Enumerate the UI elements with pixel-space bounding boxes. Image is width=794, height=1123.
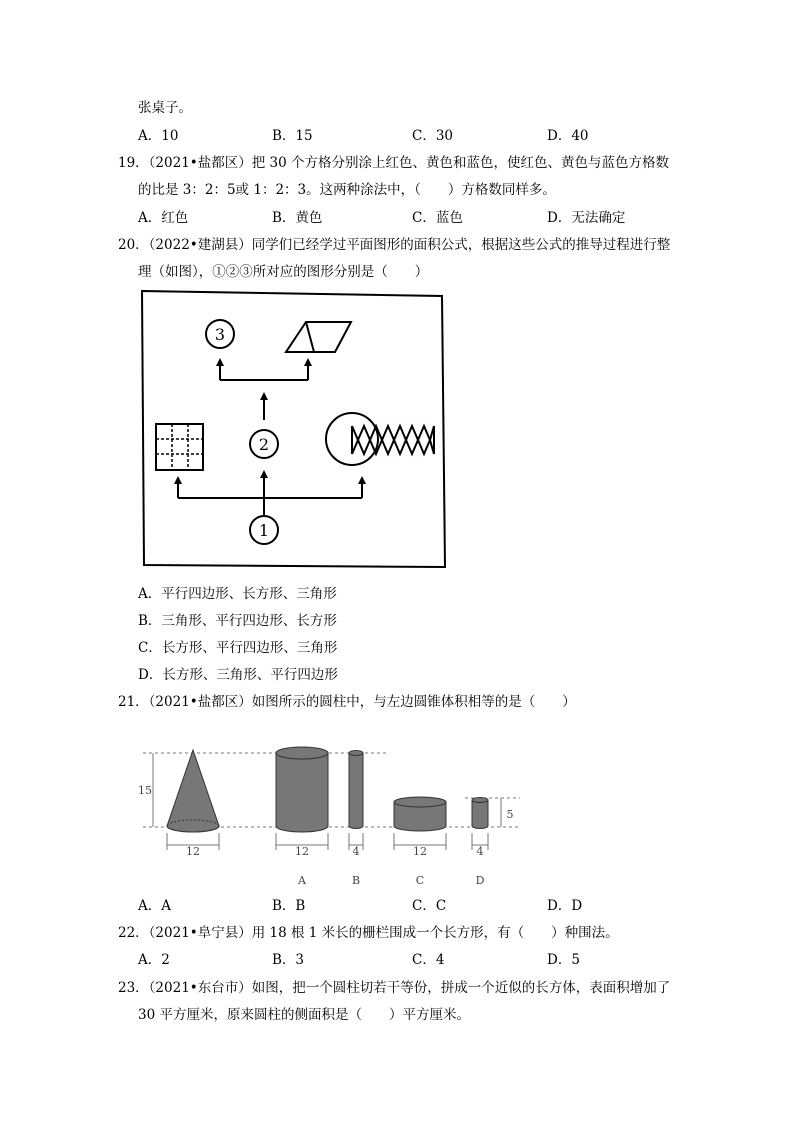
- cylinder-a-shape: [276, 753, 328, 832]
- cylinder-c-diameter: 12: [413, 845, 427, 858]
- q22-stem-line1: 22．（2021•阜宁县）用 18 根 1 米长的栅栏围成一个长方形，有（ ）种围法。: [118, 925, 619, 941]
- grid-square-shape: [156, 424, 203, 470]
- q20-option-d[interactable]: D．长方形、三角形、平行四边形: [138, 667, 338, 683]
- q23-stem-line1: 23．（2021•东台市）如图，把一个圆柱切若干等份，拼成一个近似的长方体，表面积增加了: [118, 980, 671, 996]
- q19-option-b[interactable]: B．黄色: [272, 210, 323, 226]
- cone-height-label: 15: [138, 784, 152, 797]
- q20-option-b[interactable]: B．三角形、平行四边形、长方形: [138, 613, 337, 629]
- q21-figure: [135, 738, 535, 890]
- q18-option-a[interactable]: A．10: [138, 128, 179, 144]
- cylinder-a-label: A: [298, 874, 306, 887]
- q21-option-b[interactable]: B．B: [272, 898, 306, 914]
- cylinder-b-diameter: 4: [352, 845, 360, 858]
- cone-shape: [167, 750, 219, 832]
- cylinder-d-label: D: [475, 874, 485, 887]
- zigzag-rect: [352, 426, 434, 440]
- q22-option-a[interactable]: A．2: [138, 952, 170, 968]
- q19-stem-line1: 19．（2021•盐都区）把 30 个方格分别涂上红色、黄色和蓝色，使红色、黄色与蓝色方格数: [118, 155, 670, 171]
- q18-option-d[interactable]: D．40: [547, 128, 589, 144]
- q18-option-c[interactable]: C．30: [412, 128, 454, 144]
- q20-option-c[interactable]: C．长方形、平行四边形、三角形: [138, 640, 338, 656]
- q22-option-d[interactable]: D．5: [547, 952, 580, 968]
- q20-stem-line1: 20．（2022•建湖县）同学们已经学过平面图形的面积公式，根据这些公式的推导过程进行整: [118, 237, 671, 253]
- cylinder-d-shape: [472, 800, 488, 829]
- q19-option-a[interactable]: A．红色: [138, 210, 189, 226]
- cylinder-b-label: B: [351, 874, 361, 887]
- cylinder-b-shape: [349, 753, 363, 829]
- q22-option-b[interactable]: B．3: [272, 952, 305, 968]
- cylinder-d-diameter: 4: [476, 845, 484, 858]
- cylinder-c-label: C: [415, 874, 425, 887]
- parallelogram-split-shape: [286, 322, 351, 352]
- q20-option-a[interactable]: A．平行四边形、长方形、三角形: [138, 586, 337, 602]
- q19-stem-line2: 的比是 3：2：5或 1：2：3。这两种涂法中，（ ）方格数同样多。: [138, 182, 556, 198]
- q21-option-c[interactable]: C．C: [412, 898, 447, 914]
- q18-text-end: 张桌子。: [138, 100, 192, 116]
- q21-option-a[interactable]: A．A: [138, 898, 171, 914]
- q21-stem-line1: 21．（2021•盐都区）如图所示的圆柱中，与左边圆锥体积相等的是（ ）: [118, 694, 576, 710]
- circle-3-label: 3: [214, 325, 226, 344]
- q23-stem-line2: 30 平方厘米，原来圆柱的侧面积是（ ）平方厘米。: [138, 1007, 470, 1023]
- q20-figure: [138, 288, 450, 570]
- q19-option-c[interactable]: C．蓝色: [412, 210, 463, 226]
- cylinder-a-diameter: 12: [295, 845, 309, 858]
- q18-option-b[interactable]: B．15: [272, 128, 313, 144]
- q19-option-d[interactable]: D．无法确定: [547, 210, 626, 226]
- circle-1-label: 1: [258, 521, 270, 540]
- q21-option-d[interactable]: D．D: [547, 898, 583, 914]
- q20-stem-line2: 理（如图），①②③所对应的图形分别是（ ）: [138, 264, 429, 280]
- circle-2-label: 2: [258, 435, 270, 454]
- cone-diameter-label: 12: [186, 845, 200, 858]
- small-height-label: 5: [506, 808, 514, 821]
- q22-option-c[interactable]: C．4: [412, 952, 445, 968]
